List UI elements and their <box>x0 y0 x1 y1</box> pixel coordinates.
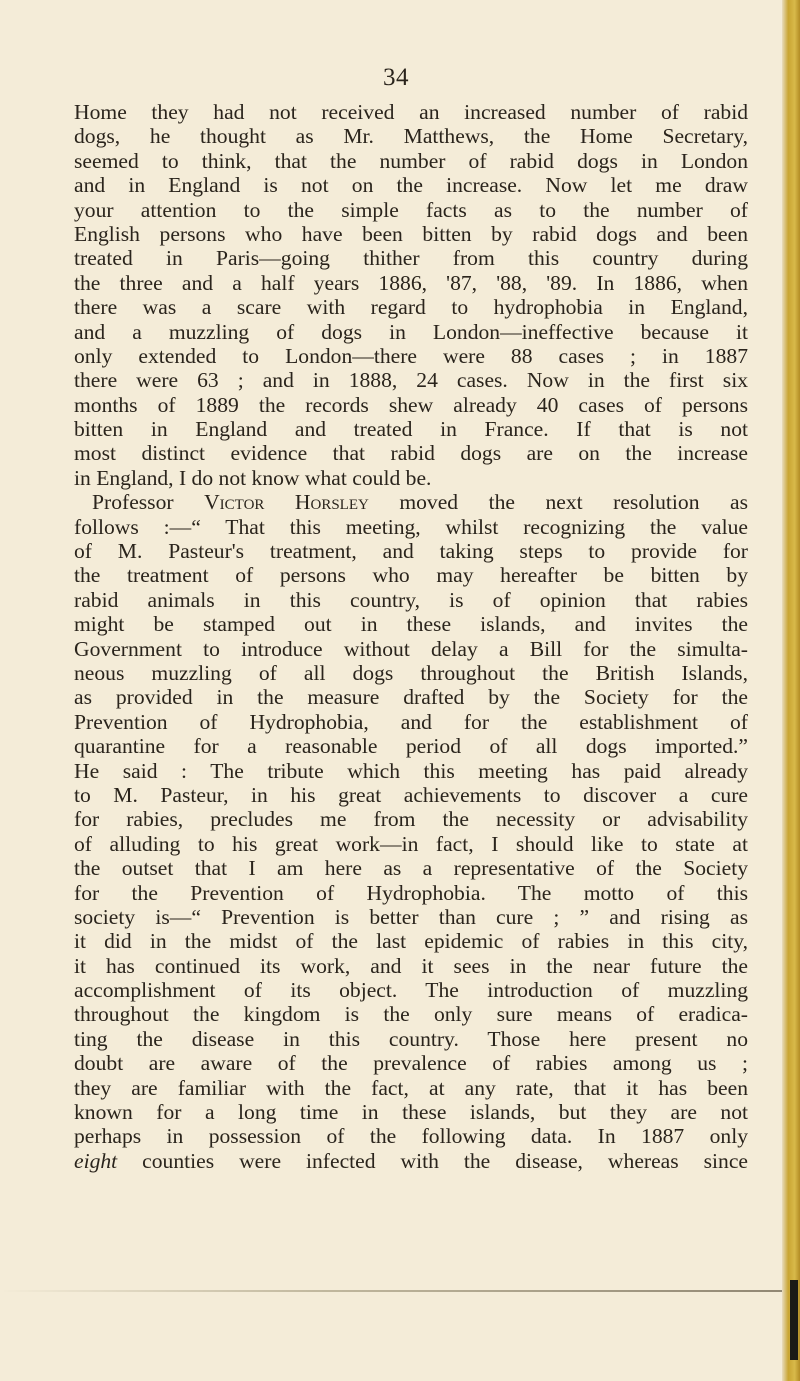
text-line: might be stamped out in these islands, and invites the <box>74 612 748 637</box>
text-line: they are familiar with the fact, at any rate, that it has been <box>74 1075 748 1100</box>
text-line: your attention to the simple facts as to the number of <box>74 197 748 222</box>
text-line: as provided in the measure drafted by the Society for the <box>74 685 748 710</box>
text-line: months of 1889 the records shew already 40 cases of persons <box>74 392 748 417</box>
body-text <box>74 100 748 1173</box>
text-line: English persons who have been bitten by rabid dogs and been <box>74 221 748 246</box>
text-line: it did in the midst of the last epidemic of rabies in this city, <box>74 929 748 954</box>
text-line: most distinct evidence that rabid dogs are on the increase <box>74 441 748 466</box>
text-line: society is—“ Prevention is better than cure ; ” and rising as <box>74 904 748 929</box>
speaker-line-rest: moved the next resolution as <box>399 490 748 515</box>
text-line: quarantine for a reasonable period of all dogs imported.” <box>74 734 748 759</box>
text-line: it has continued its work, and it sees in the near future the <box>74 953 748 978</box>
text-line: and a muzzling of dogs in London—ineffective because it <box>74 319 748 344</box>
text-line: in England, I do not know what could be. <box>74 465 432 490</box>
page-edge <box>782 0 800 1381</box>
text-line: follows :—“ That this meeting, whilst recognizing the value <box>74 514 748 539</box>
text-line: of alluding to his great work—in fact, I should like to state at <box>74 831 748 856</box>
text-line: rabid animals in this country, is of opinion that rabies <box>74 587 748 612</box>
text-line: throughout the kingdom is the only sure means of eradica- <box>74 1002 748 1027</box>
text-line: He said : The tribute which this meeting has paid already <box>74 758 748 783</box>
text-line: dogs, he thought as Mr. Matthews, the Home Secretary, <box>74 124 748 149</box>
text-line: Government to introduce without delay a Bill for the simulta- <box>74 636 748 661</box>
text-line: Prevention of Hydrophobia, and for the establishment of <box>74 709 748 734</box>
speaker-prefix: Professor <box>92 490 174 515</box>
speaker-name: Victor Horsley <box>204 490 369 515</box>
text-line: Home they had not received an increased number of rabid <box>74 100 748 124</box>
text-line: the three and a half years 1886, '87, '88, '89. In 1886, when <box>74 270 748 295</box>
text-line: for rabies, precludes me from the necessity or advisability <box>74 807 748 832</box>
text-line: ting the disease in this country. Those here present no <box>74 1026 748 1051</box>
text-line: neous muzzling of all dogs throughout the British Islands, <box>74 660 748 685</box>
text-line: there were 63 ; and in 1888, 24 cases. Now in the first six <box>74 368 748 393</box>
bottom-rule <box>0 1290 782 1292</box>
text-line: only extended to London—there were 88 cases ; in 1887 <box>74 343 748 368</box>
text-line: there was a scare with regard to hydrophobia in England, <box>74 295 748 320</box>
italic-word: eight <box>74 1148 118 1173</box>
text-line: of M. Pasteur's treatment, and taking steps to provide for <box>74 539 748 564</box>
page-edge-shadow <box>790 1280 798 1360</box>
text-line: the treatment of persons who may hereafter be bitten by <box>74 563 748 588</box>
text-line: and in England is not on the increase. Now let me draw <box>74 173 748 198</box>
text-line: treated in Paris—going thither from this country during <box>74 246 748 271</box>
final-line <box>74 1149 748 1173</box>
text-line: bitten in England and treated in France. If that is not <box>74 417 748 442</box>
text-line: for the Prevention of Hydrophobia. The motto of this <box>74 880 748 905</box>
text-line: accomplishment of its object. The introduction of muzzling <box>74 978 748 1003</box>
text-line: seemed to think, that the number of rabid dogs in London <box>74 148 748 173</box>
page-number: 34 <box>383 64 409 91</box>
text-line: the outset that I am here as a representative of the Society <box>74 856 748 881</box>
text-line: perhaps in possession of the following data. In 1887 only <box>74 1124 748 1149</box>
text-line: known for a long time in these islands, but they are not <box>74 1100 748 1125</box>
final-line-rest: counties were infected with the disease, whereas since <box>142 1148 748 1173</box>
speaker-line <box>74 490 748 514</box>
text-line: doubt are aware of the prevalence of rabies among us ; <box>74 1051 748 1076</box>
text-line: to M. Pasteur, in his great achievements to discover a cure <box>74 782 748 807</box>
